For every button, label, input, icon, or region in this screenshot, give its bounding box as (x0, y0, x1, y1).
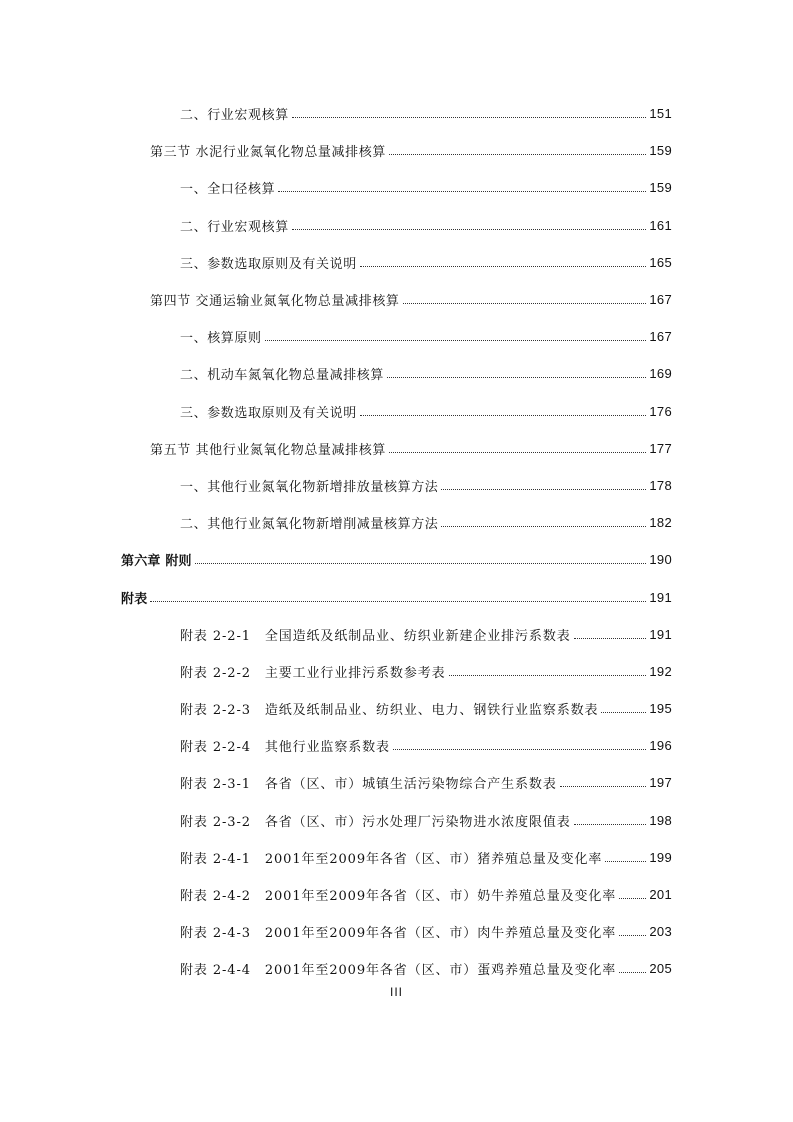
toc-entry-page-number: 205 (649, 961, 672, 977)
dot-leader (389, 452, 646, 453)
dot-leader (601, 712, 646, 713)
toc-entry-title: 三、参数选取原则及有关说明 (180, 256, 357, 272)
toc-entry-item[interactable] (0, 169, 793, 206)
toc-entry-page-number: 177 (649, 440, 672, 456)
toc-entry-page-number: 197 (649, 775, 672, 791)
toc-entry-page-number: 203 (649, 924, 672, 940)
toc-entry-page-number: 201 (649, 887, 672, 903)
toc-entry-title: 一、其他行业氮氧化物新增排放量核算方法 (180, 479, 439, 495)
toc-entry-table[interactable] (0, 764, 793, 801)
toc-entry-title: 第三节 水泥行业氮氧化物总量减排核算 (150, 145, 386, 161)
dot-leader (360, 266, 647, 267)
toc-entry-section[interactable] (0, 132, 793, 169)
toc-entry-title: 第五节 其他行业氮氧化物总量减排核算 (150, 442, 386, 458)
toc-entry-title: 附表 2-3-2 各省（区、市）污水处理厂污染物进水浓度限值表 (180, 814, 571, 830)
table-of-contents (0, 95, 793, 988)
toc-entry-title: 附表 2-4-2 2001年至2009年各省（区、市）奶牛养殖总量及变化率 (180, 889, 617, 905)
toc-entry-table[interactable] (0, 913, 793, 950)
toc-entry-title: 第四节 交通运输业氮氧化物总量减排核算 (150, 294, 400, 310)
toc-entry-title: 一、全口径核算 (180, 182, 276, 198)
toc-entry-title: 附表 2-4-3 2001年至2009年各省（区、市）肉牛养殖总量及变化率 (180, 926, 617, 942)
dot-leader (265, 340, 647, 341)
toc-entry-item[interactable] (0, 95, 793, 132)
toc-entry-item[interactable] (0, 504, 793, 541)
toc-entry-table[interactable] (0, 876, 793, 913)
dot-leader (441, 526, 646, 527)
toc-entry-title: 附表 2-2-4 其他行业监察系数表 (180, 740, 390, 756)
dot-leader (360, 415, 647, 416)
toc-entry-table[interactable] (0, 616, 793, 653)
toc-entry-title: 附表 2-2-3 造纸及纸制品业、纺织业、电力、钢铁行业监察系数表 (180, 703, 599, 719)
toc-entry-table[interactable] (0, 950, 793, 987)
dot-leader (150, 601, 646, 602)
dot-leader (292, 229, 647, 230)
toc-entry-page-number: 159 (649, 180, 672, 196)
toc-entry-chapter[interactable] (0, 578, 793, 615)
toc-entry-page-number: 196 (649, 738, 672, 754)
toc-entry-item[interactable] (0, 244, 793, 281)
toc-entry-table[interactable] (0, 802, 793, 839)
dot-leader (619, 898, 646, 899)
toc-entry-page-number: 198 (649, 812, 672, 828)
dot-leader (441, 489, 646, 490)
toc-entry-title: 附表 2-2-2 主要工业行业排污系数参考表 (180, 665, 446, 681)
dot-leader (619, 935, 646, 936)
toc-entry-page-number: 192 (649, 663, 672, 679)
toc-entry-title: 附表 2-4-4 2001年至2009年各省（区、市）蛋鸡养殖总量及变化率 (180, 963, 617, 979)
toc-entry-title: 二、行业宏观核算 (180, 219, 289, 235)
toc-entry-page-number: 167 (649, 292, 672, 308)
toc-entry-page-number: 190 (649, 552, 672, 568)
dot-leader (389, 154, 646, 155)
toc-entry-section[interactable] (0, 430, 793, 467)
toc-entry-title: 附表 2-2-1 全国造纸及纸制品业、纺织业新建企业排污系数表 (180, 628, 571, 644)
toc-entry-table[interactable] (0, 727, 793, 764)
page-number: III (389, 985, 403, 999)
toc-entry-title: 附表 2-4-1 2001年至2009年各省（区、市）猪养殖总量及变化率 (180, 851, 603, 867)
toc-entry-page-number: 176 (649, 403, 672, 419)
toc-entry-table[interactable] (0, 839, 793, 876)
dot-leader (195, 563, 647, 564)
dot-leader (619, 972, 646, 973)
toc-entry-page-number: 195 (649, 701, 672, 717)
toc-entry-item[interactable] (0, 318, 793, 355)
toc-entry-title: 二、行业宏观核算 (180, 108, 289, 124)
toc-entry-title: 二、机动车氮氧化物总量减排核算 (180, 368, 385, 384)
dot-leader (403, 303, 647, 304)
toc-entry-page-number: 159 (649, 143, 672, 159)
toc-entry-item[interactable] (0, 467, 793, 504)
toc-entry-title: 附表 (121, 591, 148, 607)
toc-entry-table[interactable] (0, 690, 793, 727)
dot-leader (560, 786, 647, 787)
dot-leader (574, 824, 647, 825)
toc-entry-item[interactable] (0, 355, 793, 392)
dot-leader (387, 377, 646, 378)
toc-entry-title: 第六章 附则 (121, 554, 192, 570)
dot-leader (574, 638, 647, 639)
toc-entry-page-number: 161 (649, 217, 672, 233)
toc-entry-page-number: 199 (649, 849, 672, 865)
toc-entry-title: 三、参数选取原则及有关说明 (180, 405, 357, 421)
dot-leader (393, 749, 646, 750)
dot-leader (605, 861, 646, 862)
toc-entry-page-number: 165 (649, 254, 672, 270)
toc-entry-page-number: 151 (649, 106, 672, 122)
toc-entry-page-number: 182 (649, 515, 672, 531)
toc-entry-section[interactable] (0, 281, 793, 318)
toc-entry-title: 附表 2-3-1 各省（区、市）城镇生活污染物综合产生系数表 (180, 777, 557, 793)
dot-leader (292, 117, 647, 118)
toc-entry-table[interactable] (0, 653, 793, 690)
toc-entry-page-number: 191 (649, 589, 672, 605)
dot-leader (449, 675, 647, 676)
toc-entry-page-number: 191 (649, 626, 672, 642)
toc-entry-page-number: 167 (649, 329, 672, 345)
toc-entry-chapter[interactable] (0, 541, 793, 578)
toc-entry-title: 一、核算原则 (180, 331, 262, 347)
toc-entry-title: 二、其他行业氮氧化物新增削减量核算方法 (180, 517, 439, 533)
toc-entry-item[interactable] (0, 207, 793, 244)
toc-entry-item[interactable] (0, 393, 793, 430)
dot-leader (278, 191, 646, 192)
toc-entry-page-number: 178 (649, 477, 672, 493)
toc-entry-page-number: 169 (649, 366, 672, 382)
